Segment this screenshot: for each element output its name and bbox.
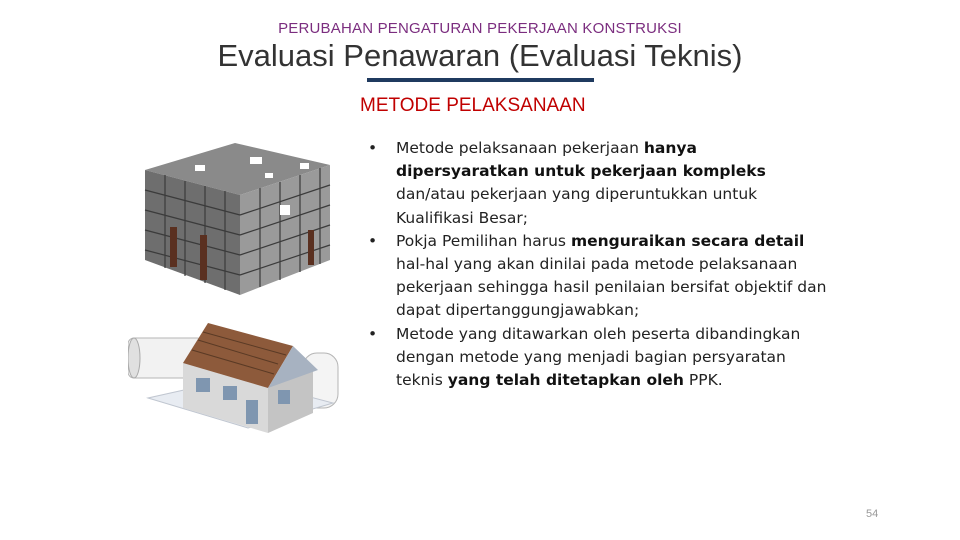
bullet-text: Metode pelaksanaan pekerjaan xyxy=(396,139,644,157)
bullet-text: dan/atau pekerjaan yang diperuntukkan untuk Kualifikasi Besar; xyxy=(396,185,758,227)
bullet-marker: • xyxy=(368,139,378,157)
bullet-text: Pokja Pemilihan harus xyxy=(396,231,571,250)
title-underline xyxy=(367,78,594,82)
bullet-list xyxy=(368,137,828,392)
bullet-item xyxy=(368,137,828,230)
bullet-emphasis: menguraikan secara detail xyxy=(570,231,805,250)
bullet-text: hal-hal yang akan dinilai pada metode pelaksanaan pekerjaan sehingga hasil penilaian bersifat objektif dan dapat dipertanggungjawabkan; xyxy=(396,255,827,320)
bullet-emphasis: yang telah ditetapkan oleh xyxy=(447,371,684,390)
bullet-item xyxy=(368,323,828,393)
bullet-marker: • xyxy=(368,324,378,343)
slide-title: Evaluasi Penawaran (Evaluasi Teknis) xyxy=(217,38,743,73)
bullet-marker: • xyxy=(368,231,378,250)
bullet-text: Metode yang ditawarkan oleh peserta dibandingkan dengan metode yang menjadi bagian persyaratan teknis xyxy=(396,324,801,390)
page-number: 54 xyxy=(866,508,879,520)
slide-subtitle: PERUBAHAN PENGATURAN PEKERJAAN KONSTRUKSI xyxy=(278,20,682,37)
bullet-text: PPK. xyxy=(683,371,723,390)
house-blueprint-image xyxy=(128,308,343,443)
building-frame-image xyxy=(140,135,335,295)
bullet-emphasis: hanya dipersyaratkan untuk pekerjaan kompleks xyxy=(396,139,766,181)
section-heading: METODE PELAKSANAAN xyxy=(360,95,586,116)
bullet-item xyxy=(368,230,828,323)
